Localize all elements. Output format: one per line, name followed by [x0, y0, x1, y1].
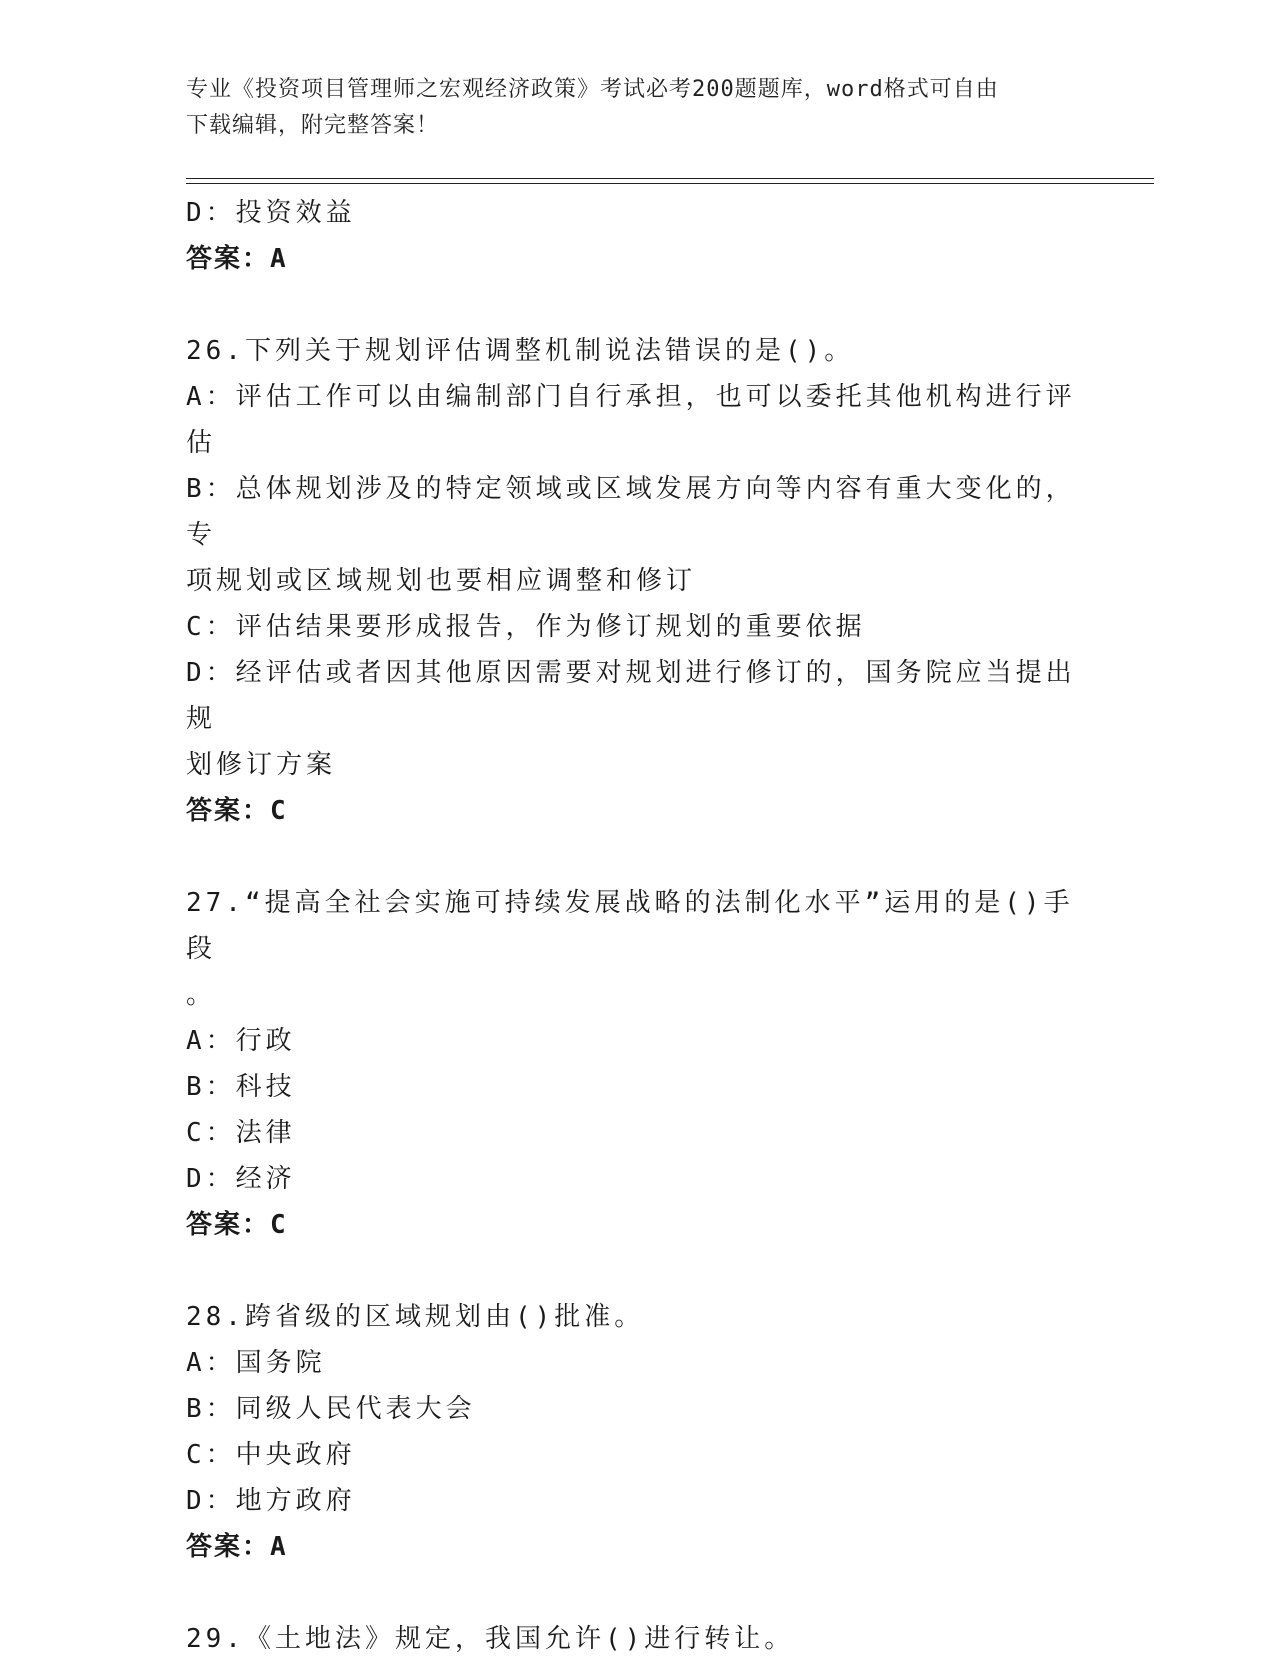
answer-option-line: D：经济 — [186, 1164, 296, 1194]
question-block — [186, 880, 1086, 1248]
answer-option-line: D：经评估或者因其他原因需要对规划进行修订的，国务院应当提出规 — [186, 658, 1076, 734]
document-body — [186, 190, 1086, 1662]
answer-option — [186, 1064, 1086, 1110]
question-block — [186, 1294, 1086, 1570]
header-line-2: 下载编辑，附完整答案！ — [186, 113, 440, 138]
answer-option-line: B：总体规划涉及的特定领域或区域发展方向等内容有重大变化的，专 — [186, 474, 1076, 550]
option-d: D：投资效益 — [186, 198, 356, 228]
question-stem-line: 27.“提高全社会实施可持续发展战略的法制化水平”运用的是()手段 — [186, 888, 1074, 964]
answer-option-line: B：科技 — [186, 1072, 296, 1102]
question-block — [186, 328, 1086, 834]
answer-option — [186, 1018, 1086, 1064]
answer-option — [186, 1340, 1086, 1386]
question-stem-line: 29.《土地法》规定，我国允许()进行转让。 — [186, 1624, 795, 1654]
question-stem-line: 28.跨省级的区域规划由()批准。 — [186, 1302, 645, 1332]
answer-option-line: C：法律 — [186, 1118, 296, 1148]
answer-option — [186, 650, 1086, 788]
answer-option-line: B：同级人民代表大会 — [186, 1394, 476, 1424]
answer-option-line: 项规划或区域规划也要相应调整和修订 — [186, 566, 697, 596]
answer-line: 答案：C — [186, 1210, 288, 1240]
answer-option — [186, 1478, 1086, 1524]
answer-line: 答案：C — [186, 796, 288, 826]
answer-option — [186, 466, 1086, 604]
header-divider-top — [186, 178, 1154, 179]
page-header — [186, 72, 1066, 144]
answer-option-line: C：评估结果要形成报告，作为修订规划的重要依据 — [186, 612, 866, 642]
previous-question-tail — [186, 190, 1086, 282]
answer-option — [186, 1386, 1086, 1432]
answer-option-line: D：地方政府 — [186, 1486, 356, 1516]
question-stem — [186, 880, 1086, 1018]
answer-option — [186, 374, 1086, 466]
answer-line: 答案：A — [186, 1532, 288, 1562]
answer-option-line: A：国务院 — [186, 1348, 326, 1378]
answer-option — [186, 604, 1086, 650]
question-stem — [186, 1294, 1086, 1340]
question-stem — [186, 328, 1086, 374]
question-stem-line: 。 — [186, 980, 217, 1010]
answer-option-line: C：中央政府 — [186, 1440, 356, 1470]
answer-option — [186, 1110, 1086, 1156]
answer-option-line: 划修订方案 — [186, 750, 337, 780]
answer-option — [186, 1432, 1086, 1478]
question-stem — [186, 1616, 1086, 1662]
answer-line: 答案：A — [186, 244, 288, 274]
question-list — [186, 328, 1086, 1662]
header-line-1: 专业《投资项目管理师之宏观经济政策》考试必考200题题库，word格式可自由 — [186, 77, 999, 102]
answer-option — [186, 1156, 1086, 1202]
question-stem-line: 26.下列关于规划评估调整机制说法错误的是()。 — [186, 336, 855, 366]
answer-option-line: A：评估工作可以由编制部门自行承担，也可以委托其他机构进行评估 — [186, 382, 1076, 458]
answer-option-line: A：行政 — [186, 1026, 296, 1056]
header-divider-bottom — [186, 183, 1154, 184]
question-block — [186, 1616, 1086, 1662]
